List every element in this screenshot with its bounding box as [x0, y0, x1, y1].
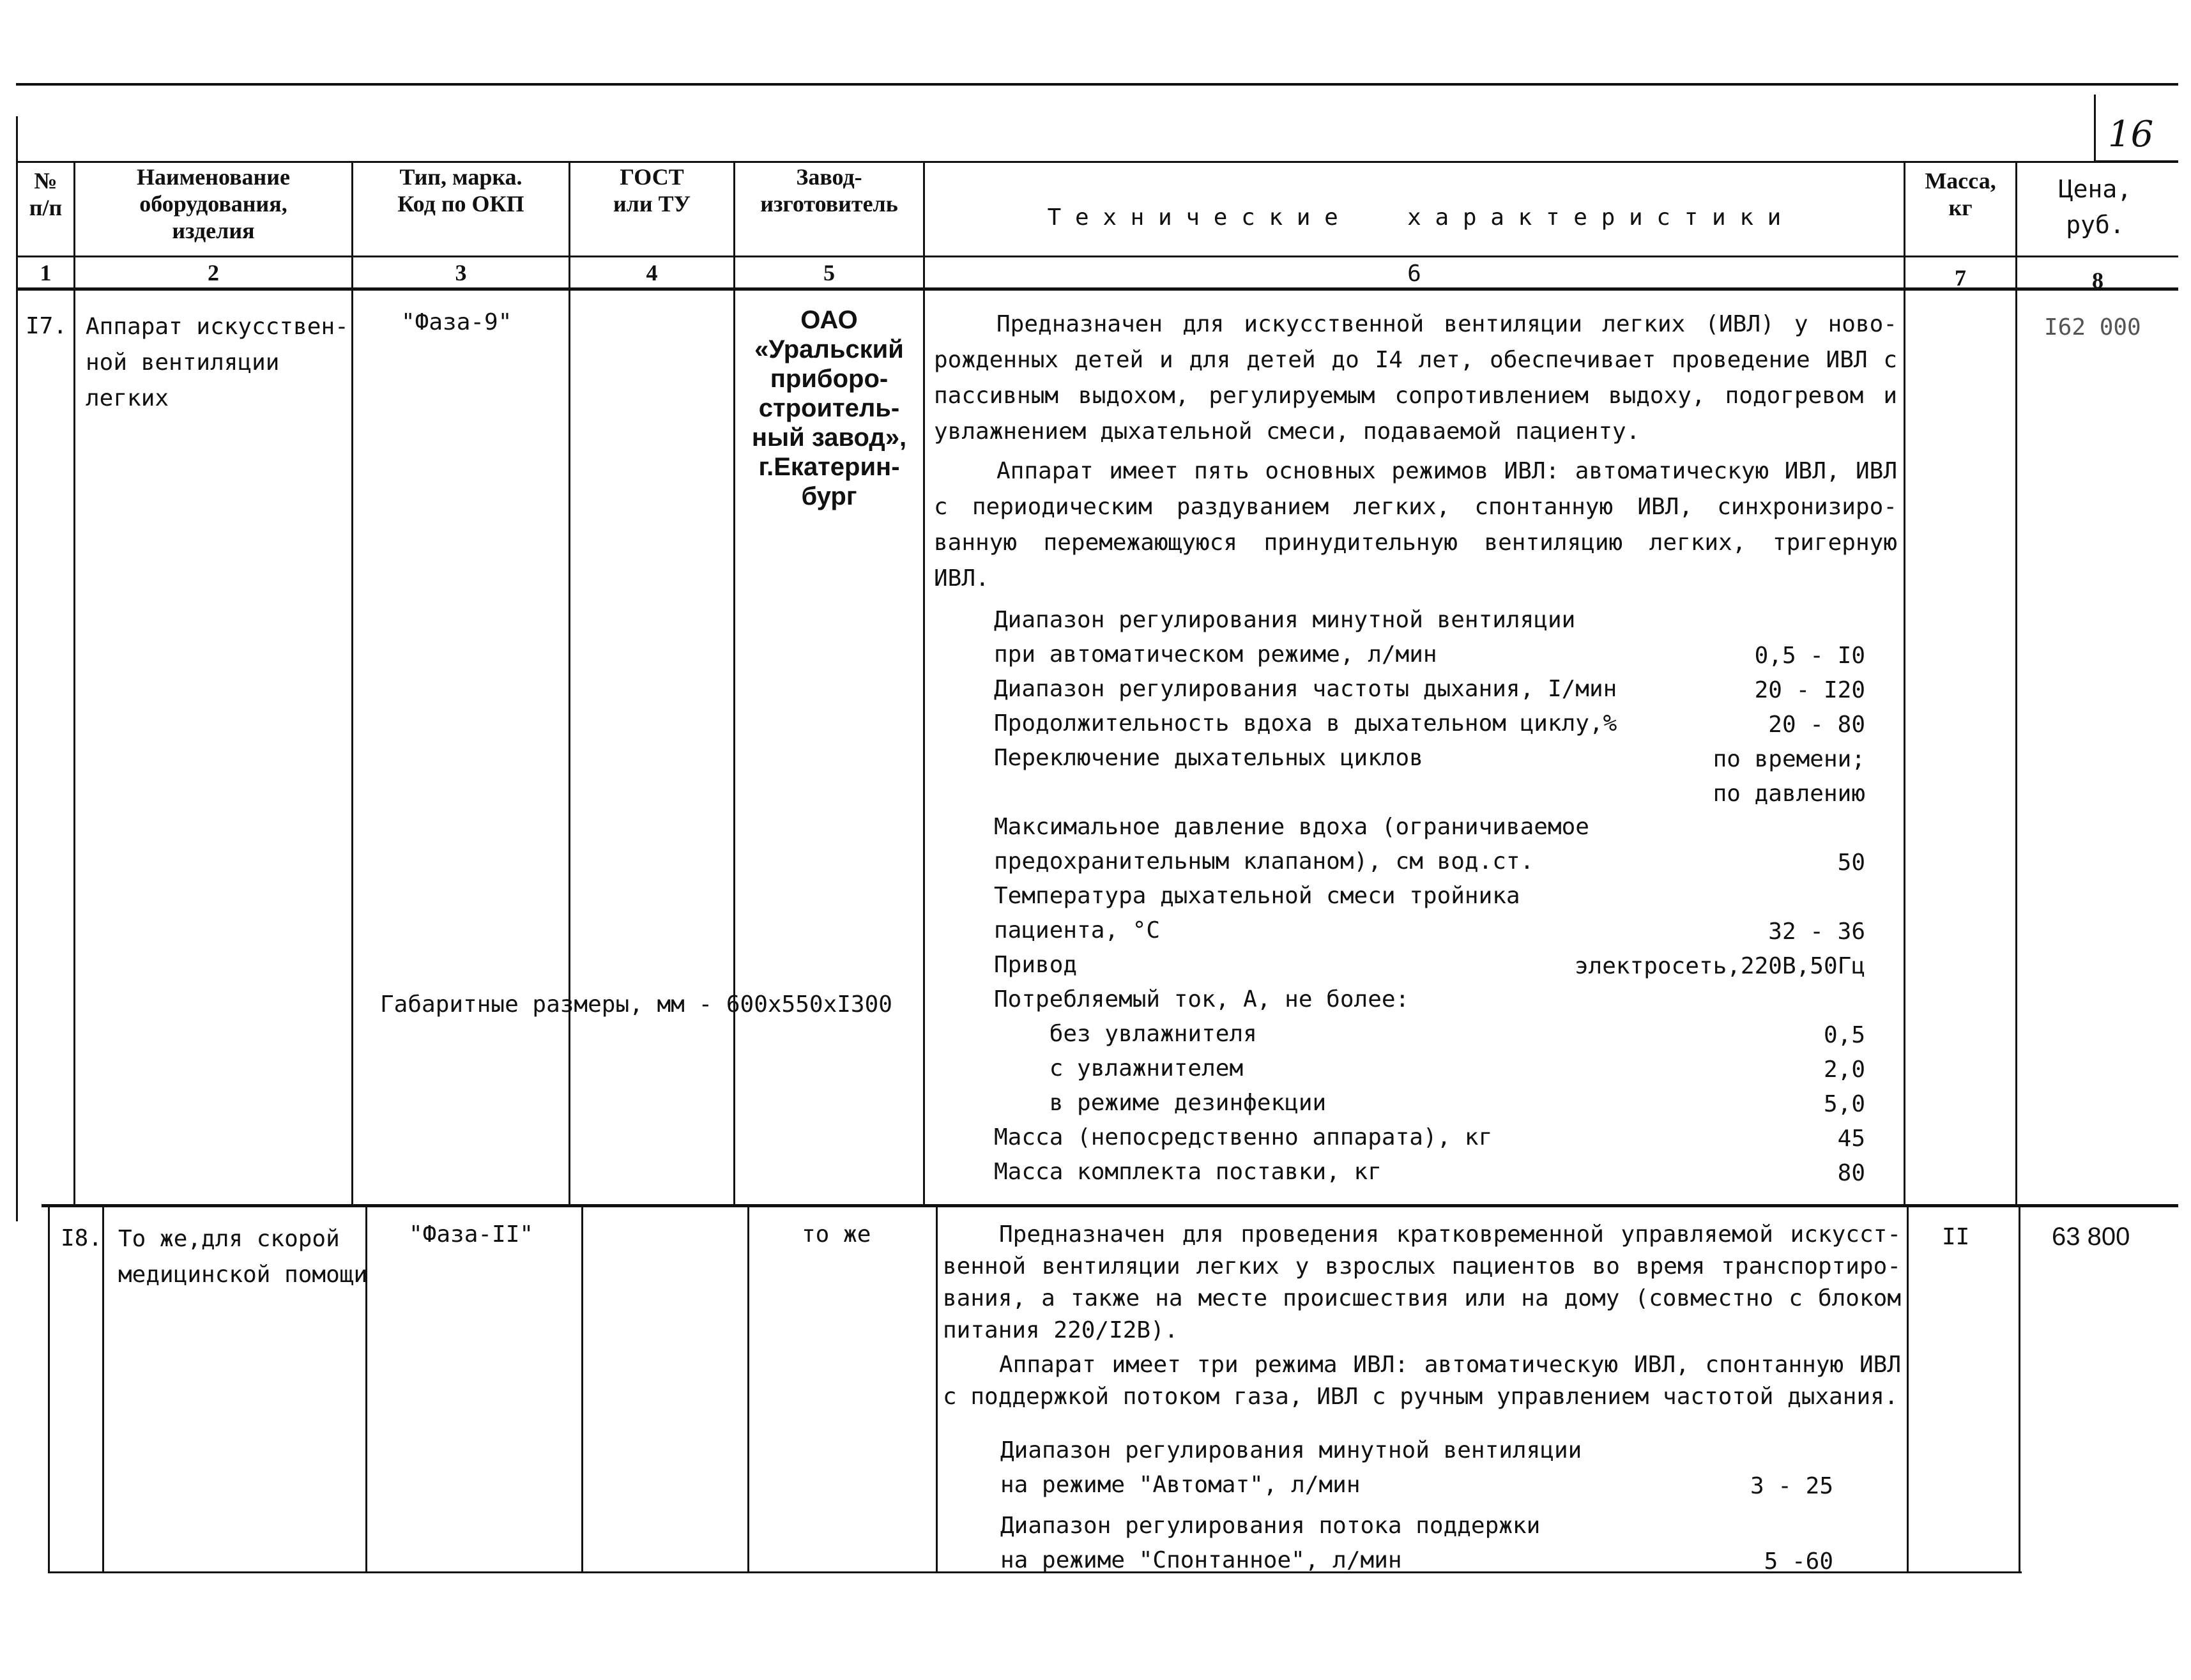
row17-description: Предназначен для искусственной вентиляции легких (ИВЛ) у ново-рожденных детей и для детей до I4 лет, обеспечивает проведение ИВЛ с пассивным выдохом, регулируемым сопротивлением выдоху, подогревом и увлажнением дыхательной смеси, подаваемой пациенту.	[934, 311, 1897, 445]
row18-name: То же,для скорой медицинской помощи	[118, 1226, 368, 1288]
row18-maker: то же	[802, 1221, 871, 1248]
row17-spec-label: Максимальное давление вдоха (ограничиваемое	[994, 814, 1589, 840]
row17-spec-label: без увлажнителя	[994, 1021, 1257, 1047]
row17-spec-label: Продолжительность вдоха в дыхательном циклу,%	[994, 710, 1617, 737]
row17-modes: Аппарат имеет пять основных режимов ИВЛ: автоматическую ИВЛ, ИВЛ с периодическим раздуванием легких, спонтанную ИВЛ, синхронизиро-ванную перемежающуюся принудительную вентиляцию легких, тригерную ИВЛ.	[934, 458, 1897, 592]
col-line-5	[923, 161, 925, 1206]
row17-spec-value: по давлению	[1713, 781, 1865, 807]
header-specs: Т е х н и ч е с к и е х а р а к т е р и с т и к и	[1047, 204, 1782, 231]
col-line-1	[73, 161, 75, 1206]
row17-spec-value: 50	[1837, 850, 1865, 876]
row17-spec-label: с увлажнителем	[994, 1055, 1244, 1081]
top-rule	[16, 83, 2178, 86]
row17-spec-value: электросеть,220В,50Гц	[1574, 953, 1865, 979]
row17-type: "Фаза-9"	[401, 309, 512, 335]
page-number-box-left	[2094, 95, 2096, 162]
row17-price: I62 000	[2044, 314, 2141, 340]
row17-spec-value: по времени;	[1713, 746, 1865, 772]
colnum-8: 8	[2092, 268, 2103, 293]
row17-spec-label: Привод	[994, 952, 1078, 978]
row17-spec-value: 20 - 80	[1768, 712, 1865, 738]
header-type: Тип, марка. Код по ОКП	[397, 164, 524, 217]
row17-spec-value: 0,5	[1823, 1022, 1865, 1048]
row17-maker: ОАО «Уральский приборо- строитель- ный завод», г.Екатерин- бург	[751, 306, 907, 510]
colnum-3: 3	[455, 260, 467, 286]
header-price: Цена, руб.	[2058, 175, 2132, 239]
row17-name: Аппарат искусствен- ной вентиляции легких	[86, 314, 349, 411]
row18-spec-label: Диапазон регулирования минутной вентиляции	[1000, 1437, 1582, 1463]
row17-spec-label: Переключение дыхательных циклов	[994, 745, 1423, 771]
r18-col-line-4	[747, 1206, 749, 1573]
colnum-bottom-rule	[16, 287, 2178, 291]
r18-col-line-1	[102, 1206, 104, 1573]
row-divider	[42, 1204, 2178, 1207]
row17-spec-label: предохранительным клапаном), см вод.ст.	[994, 848, 1534, 874]
header-mass: Масса, кг	[1925, 168, 1996, 220]
colnum-2: 2	[208, 260, 219, 286]
row17-spec-value: 32 - 36	[1768, 919, 1865, 945]
row17-spec-value: 0,5 - I0	[1754, 643, 1865, 669]
row17-spec-label: Масса (непосредственно аппарата), кг	[994, 1124, 1493, 1150]
r18-left-border	[48, 1206, 50, 1573]
row18-spec-label: на режиме "Спонтанное", л/мин	[1000, 1547, 1402, 1573]
row17-number: I7.	[26, 313, 68, 339]
row17-spec-label: Температура дыхательной смеси тройника	[994, 883, 1520, 909]
row17-spec-value: 20 - I20	[1754, 677, 1865, 703]
row17-spec-label: Масса комплекта поставки, кг	[994, 1159, 1382, 1185]
header-number: № п/п	[29, 168, 63, 220]
row18-description: Предназначен для проведения кратковременной управляемой искусст-венной вентиляции легких у взрослых пациентов во время транспортиро-вания, а также на месте происшествия или на дому (совместно с блоком питания 220/I2В).	[943, 1221, 1901, 1343]
row17-spec-label: в режиме дезинфекции	[994, 1090, 1327, 1116]
r18-col-line-6	[1907, 1206, 1909, 1573]
row17-spec-label: Диапазон регулирования частоты дыхания, I/мин	[994, 676, 1617, 702]
col-line-6	[1904, 161, 1905, 1206]
colnum-5: 5	[823, 260, 835, 286]
row17-spec-value: 5,0	[1823, 1091, 1865, 1117]
colnum-6: 6	[1407, 261, 1421, 287]
col-line-2	[351, 161, 353, 1206]
row17-spec-label: при автоматическом режиме, л/мин	[994, 641, 1437, 668]
row18-modes: Аппарат имеет три режима ИВЛ: автоматическую ИВЛ, спонтанную ИВЛ с поддержкой потоком газа, ИВЛ с ручным управлением частотой дыхания.	[943, 1352, 1901, 1410]
row18-price: 63 800	[2052, 1223, 2130, 1251]
colnum-1: 1	[40, 260, 52, 286]
col-line-7	[2015, 161, 2017, 1206]
header-name: Наименование оборудования, изделия	[137, 164, 290, 243]
header-top-rule	[16, 161, 2178, 163]
r18-col-line-5	[936, 1206, 938, 1573]
header-gost: ГОСТ или ТУ	[613, 164, 691, 217]
row17-spec-label: Потребляемый ток, А, не более:	[994, 986, 1410, 1012]
r18-col-line-3	[581, 1206, 583, 1573]
col-line-3	[569, 161, 570, 1206]
row18-spec-label: Диапазон регулирования потока поддержки	[1000, 1513, 1541, 1539]
row18-spec-value: 5 -60	[1764, 1548, 1833, 1575]
row18-mass: II	[1942, 1224, 1970, 1250]
row17-spec-value: 80	[1837, 1160, 1865, 1186]
row17-spec-value: 2,0	[1823, 1057, 1865, 1083]
row18-spec-value: 3 - 25	[1750, 1473, 1833, 1499]
row17-spec-value: 45	[1837, 1126, 1865, 1152]
row17-dimensions: Габаритные размеры, мм - 600х550хI300	[380, 991, 892, 1018]
row18-type: "Фаза-II"	[409, 1221, 534, 1248]
row17-spec-label: Диапазон регулирования минутной вентиляции	[994, 607, 1576, 633]
r18-col-line-7	[2019, 1206, 2020, 1573]
row17-spec-label: пациента, °С	[994, 917, 1161, 943]
row18-number: I8.	[61, 1225, 103, 1251]
page-number: 16	[2108, 114, 2154, 155]
colnum-4: 4	[646, 260, 658, 286]
header-bottom-rule	[16, 256, 2178, 257]
header-maker: Завод- изготовитель	[760, 164, 898, 217]
row18-spec-label: на режиме "Автомат", л/мин	[1000, 1472, 1361, 1498]
colnum-7: 7	[1955, 265, 1966, 291]
